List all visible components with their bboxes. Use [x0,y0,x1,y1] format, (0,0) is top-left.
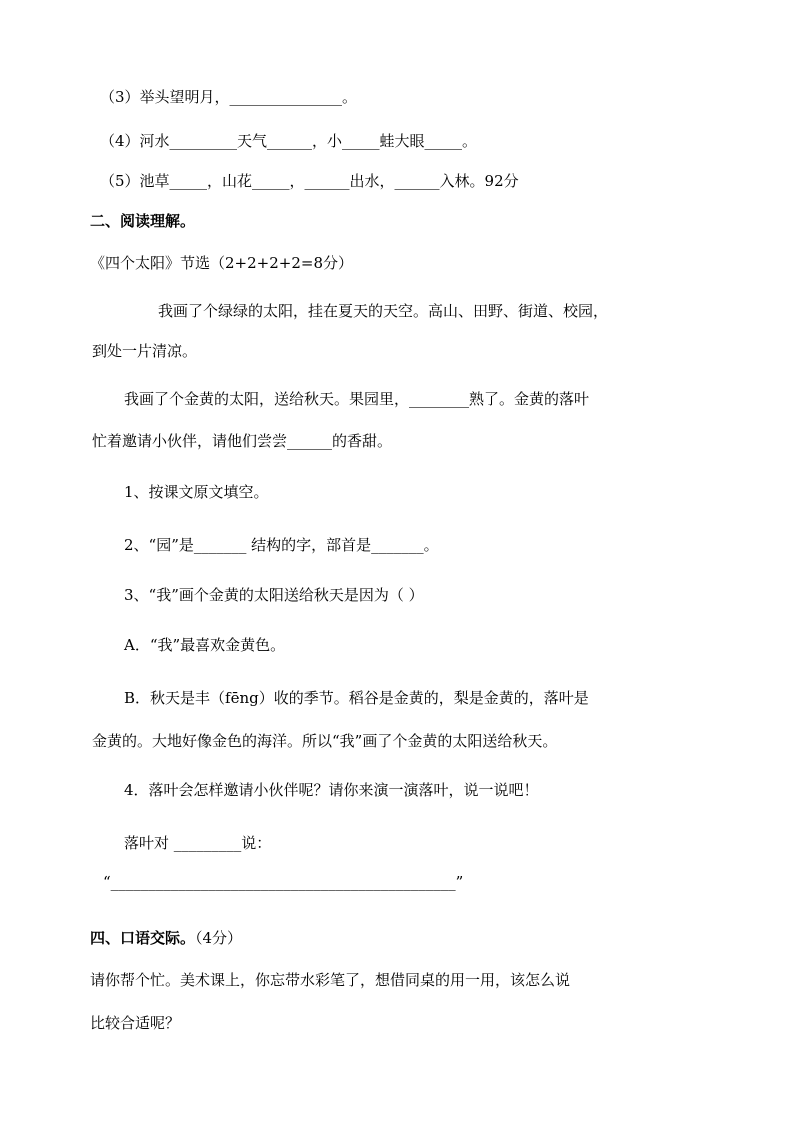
passage-para1-line2: 到处一片清凉。 [92,342,198,360]
question-4-prompt: 落叶对 _________说： [124,834,272,852]
oral-prompt-line2: 比较合适呢？ [90,1014,181,1032]
fill-in-item-5: （5）池草_____，山花_____，______出水，______入林。92分 [100,172,519,190]
passage-para1-line1: 我画了个绿绿的太阳，挂在夏天的天空。高山、田野、街道、校园， [158,302,609,320]
question-3-option-b-line2: 金黄的。大地好像金色的海洋。所以“我”画了个金黄的太阳送给秋天。 [92,732,558,750]
passage-title: 《四个太阳》节选（2+2+2+2=8分） [90,254,353,272]
question-4-answer-line: “______________________________________________” [103,873,464,891]
passage-para2-line2: 忙着邀请小伙伴，请他们尝尝______的香甜。 [92,432,393,450]
question-2: 2、“园”是_______ 结构的字，部首是_______。 [124,536,439,554]
section-heading-oral-points: （4分） [195,929,243,947]
question-3-option-b-line1: B．秋天是丰（fēng）收的季节。稻谷是金黄的，梨是金黄的，落叶是 [124,689,589,707]
fill-in-item-4: （4）河水_________天气______，小_____蛙大眼_____。 [100,132,478,150]
oral-prompt-line1: 请你帮个忙。美术课上，你忘带水彩笔了，想借同桌的用一用，该怎么说 [90,971,571,989]
section-heading-oral-title: 四、口语交际。 [90,929,196,947]
section-heading-reading: 二、阅读理解。 [90,212,196,230]
question-1: 1、按课文原文填空。 [124,483,269,501]
question-3-option-a: A．“我”最喜欢金黄色。 [124,636,286,654]
question-4: 4．落叶会怎样邀请小伙伴呢？请你来演一演落叶，说一说吧！ [124,781,539,799]
question-3: 3、“我”画个金黄的太阳送给秋天是因为（ ） [124,586,424,604]
section-heading-oral [90,928,242,948]
passage-para2-line1: 我画了个金黄的太阳，送给秋天。果园里，________熟了。金黄的落叶 [124,390,590,408]
fill-in-item-3: （3）举头望明月，_______________。 [100,88,358,106]
